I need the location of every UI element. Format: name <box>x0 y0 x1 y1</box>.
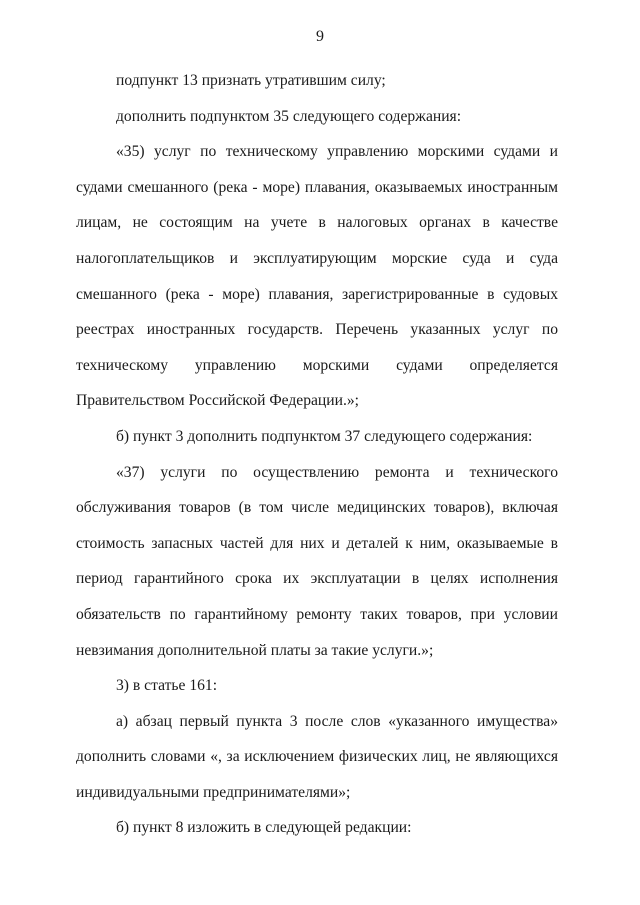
paragraph-point-8-restate: б) пункт 8 изложить в следующей редакции: <box>116 819 412 837</box>
paragraph-subpoint-13: подпункт 13 признать утратившим силу; <box>116 72 386 89</box>
paragraph-point-3-add-37: б) пункт 3 дополнить подпунктом 37 следующего содержания: <box>116 427 533 445</box>
paragraph-subpoint-37-text: «37) услуги по осуществлению ремонта и технического обслуживания товаров (в том числе медицинских товаров), включая стоимость запасных частей для них и деталей к ним, оказываемые в период гарантийного срока их эксплуатации в целях исполнения обязательств по гарантийному ремонту таких товаров, при условии невзимания дополнительной платы за такие услуги.»; <box>76 463 558 659</box>
document-body <box>76 63 558 846</box>
paragraph-article-161: 3) в статье 161: <box>116 677 218 695</box>
paragraph-add-subpoint-35: дополнить подпунктом 35 следующего содержания: <box>116 107 462 125</box>
paragraph-point-3-amendment: а) абзац первый пункта 3 после слов «указанного имущества» дополнить словами «, за исключением физических лиц, не являющихся индивидуальными предпринимателями»; <box>76 712 558 801</box>
page-number: 9 <box>316 28 324 45</box>
paragraph-subpoint-35-text: «35) услуг по техническому управлению морскими судами и судами смешанного (река - море) плавания, оказываемых иностранным лицам, не состоящим на учете в налоговых органах в качестве налогоплательщиков и эксплуатирующим морские суда и суда смешанного (река - море) плавания, зарегистрированные в судовых реестрах иностранных государств. Перечень указанных услуг по техническому управлению морскими судами определяется Правительством Российской Федерации.»; <box>76 143 558 410</box>
